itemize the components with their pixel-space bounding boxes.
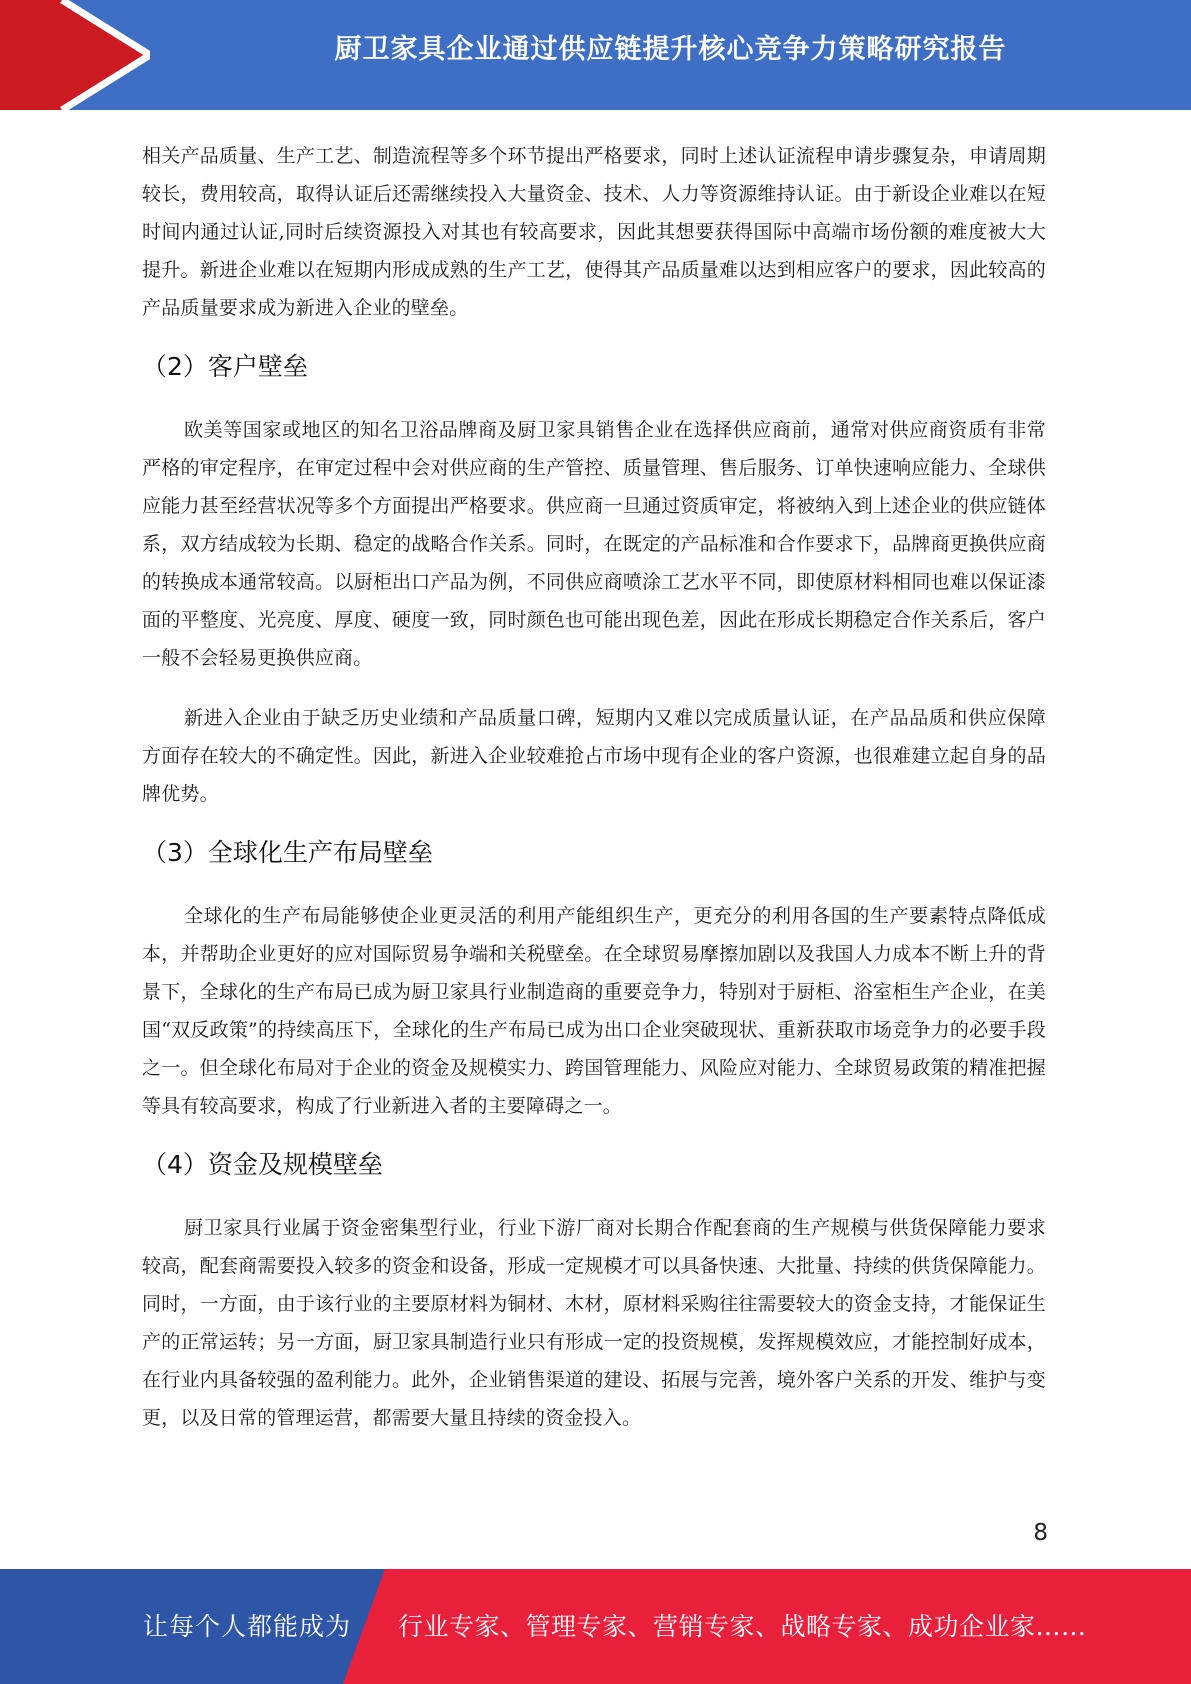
page-number: 8	[1033, 1520, 1048, 1546]
paragraph-customer-barrier-1: 欧美等国家或地区的知名卫浴品牌商及厨卫家具销售企业在选择供应商前，通常对供应商资质有非常严格的审定程序，在审定过程中会对供应商的生产管控、质量管理、售后服务、订单快速响应能力、全球供应能力甚至经营状况等多个方面提出严格要求。供应商一旦通过资质审定，将被纳入到上述企业的供应链体系，双方结成较为长期、稳定的战略合作关系。同时，在既定的产品标准和合作要求下，品牌商更换供应商的转换成本通常较高。以厨柜出口产品为例，不同供应商喷涂工艺水平不同，即使原材料相同也难以保证漆面的平整度、光亮度、厚度、硬度一致，同时颜色也可能出现色差，因此在形成长期稳定合作关系后，客户一般不会轻易更换供应商。	[142, 419, 1046, 669]
page-header	[0, 0, 1191, 110]
heading-customer-barrier: （2）客户壁垒	[142, 352, 308, 381]
page-footer	[0, 1569, 1191, 1684]
heading-global-layout-barrier: （3）全球化生产布局壁垒	[142, 838, 433, 867]
heading-capital-scale-barrier: （4）资金及规模壁垒	[142, 1150, 383, 1179]
paragraph-intro: 相关产品质量、生产工艺、制造流程等多个环节提出严格要求，同时上述认证流程申请步骤复杂，申请周期较长，费用较高，取得认证后还需继续投入大量资金、技术、人力等资源维持认证。由于新设企业难以在短时间内通过认证,同时后续资源投入对其也有较高要求，因此其想要获得国际中高端市场份额的难度被大大提升。新进企业难以在短期内形成成熟的生产工艺，使得其产品质量难以达到相应客户的要求，因此较高的产品质量要求成为新进入企业的壁垒。	[142, 145, 1046, 319]
paragraph-capital-scale-barrier: 厨卫家具行业属于资金密集型行业，行业下游厂商对长期合作配套商的生产规模与供货保障能力要求较高，配套商需要投入较多的资金和设备，形成一定规模才可以具备快速、大批量、持续的供货保障能力。同时，一方面，由于该行业的主要原材料为铜材、木材，原材料采购往往需要较大的资金支持，才能保证生产的正常运转；另一方面，厨卫家具制造行业只有形成一定的投资规模，发挥规模效应，才能控制好成本，在行业内具备较强的盈利能力。此外，企业销售渠道的建设、拓展与完善，境外客户关系的开发、维护与变更，以及日常的管理运营，都需要大量且持续的资金投入。	[142, 1217, 1046, 1429]
footer-slogan-left: 让每个人都能成为	[143, 1612, 352, 1641]
document-body	[142, 137, 1046, 1437]
paragraph-customer-barrier-2: 新进入企业由于缺乏历史业绩和产品质量口碑，短期内又难以完成质量认证，在产品品质和供应保障方面存在较大的不确定性。因此，新进入企业较难抢占市场中现有企业的客户资源，也很难建立起自身的品牌优势。	[142, 707, 1046, 805]
paragraph-global-layout-barrier: 全球化的生产布局能够使企业更灵活的利用产能组织生产，更充分的利用各国的生产要素特点降低成本，并帮助企业更好的应对国际贸易争端和关税壁垒。在全球贸易摩擦加剧以及我国人力成本不断上升的背景下，全球化的生产布局已成为厨卫家具行业制造商的重要竞争力，特别对于厨柜、浴室柜生产企业，在美国“双反政策”的持续高压下，全球化的生产布局已成为出口企业突破现状、重新获取市场竞争力的必要手段之一。但全球化布局对于企业的资金及规模实力、跨国管理能力、风险应对能力、全球贸易政策的精准把握等具有较高要求，构成了行业新进入者的主要障碍之一。	[142, 905, 1046, 1117]
report-title: 厨卫家具企业通过供应链提升核心竞争力策略研究报告	[334, 34, 1007, 65]
header-chevron-decoration	[0, 0, 150, 110]
footer-slogan-right: 行业专家、管理专家、营销专家、战略专家、成功企业家……	[398, 1612, 1087, 1641]
